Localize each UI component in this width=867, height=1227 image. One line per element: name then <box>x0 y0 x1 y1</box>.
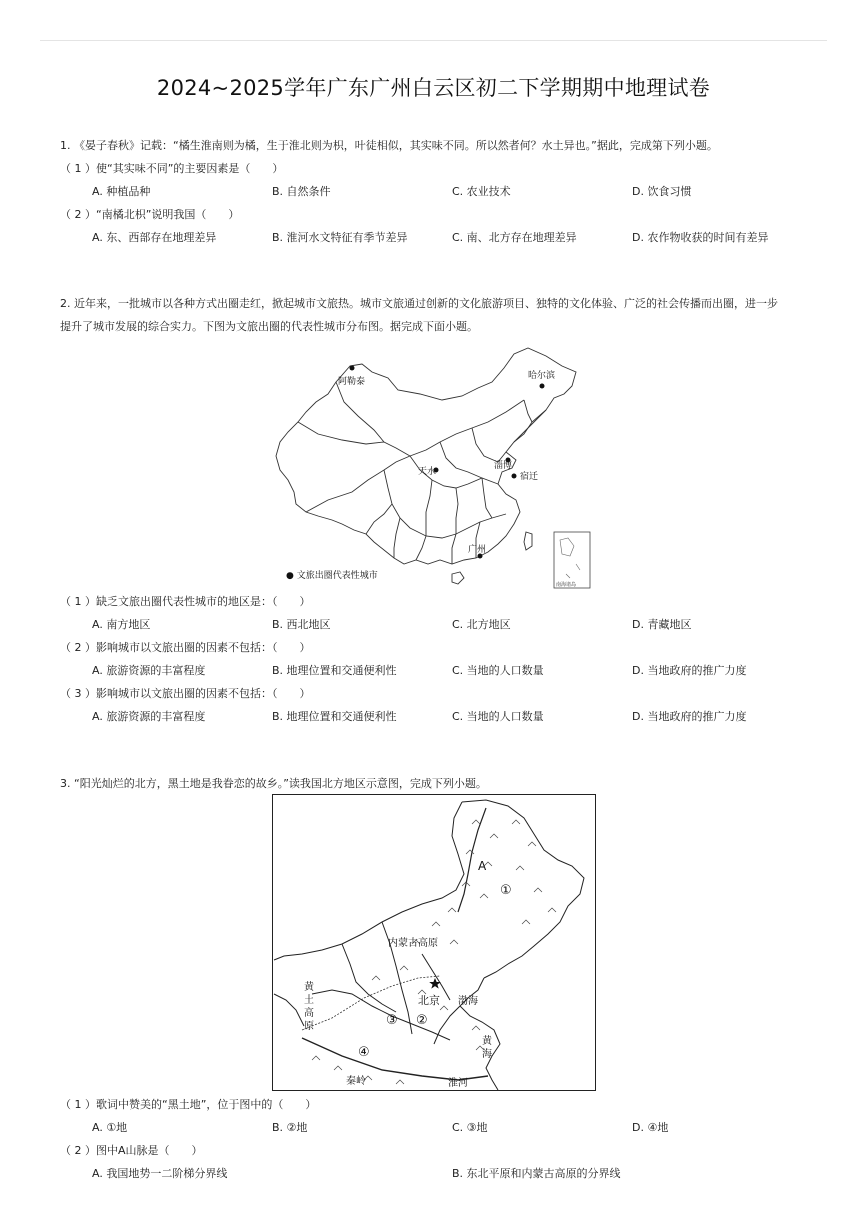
city-label-guangzhou: 广州 <box>468 545 487 555</box>
city-label-altay: 阿勒泰 <box>338 377 366 387</box>
q1-sub1-option-a[interactable]: A. 种植品种 <box>92 185 151 198</box>
label-beijing: 北京 <box>418 994 440 1007</box>
q3-sub1-option-a[interactable]: A. ①地 <box>92 1121 128 1134</box>
label-circle-1: ① <box>500 883 512 898</box>
city-label-suqian: 宿迁 <box>520 472 539 482</box>
china-city-map <box>270 338 600 590</box>
label-bohai: 渤海 <box>458 996 478 1007</box>
q1-stem: 1. 《晏子春秋》记载：“橘生淮南则为橘，生于淮北则为枳，叶徒相似，其实味不同。所以然者何？水土异也。”据此，完成第下列小题。 <box>60 139 718 152</box>
label-huaihe: 淮河 <box>448 1078 468 1089</box>
q2-sub2-option-b[interactable]: B. 地理位置和交通便利性 <box>272 664 397 677</box>
city-label-tianshui: 天水 <box>418 467 437 477</box>
exam-title: 2024~2025学年广东广州白云区初二下学期期中地理试卷 <box>156 76 711 100</box>
q1-sub1-option-b[interactable]: B. 自然条件 <box>272 185 331 198</box>
q3-sub2-option-b[interactable]: B. 东北平原和内蒙古高原的分界线 <box>452 1167 621 1180</box>
label-circle-4: ④ <box>358 1045 370 1060</box>
q2-stem-line2: 提升了城市发展的综合实力。下图为文旅出圈的代表性城市分布图。据完成下面小题。 <box>60 320 478 333</box>
label-loess-plateau: 黄土高原 <box>304 982 314 1032</box>
south-china-sea-inset <box>554 532 590 588</box>
q3-sub1-option-c[interactable]: C. ③地 <box>452 1121 488 1134</box>
q2-sub1-option-c[interactable]: C. 北方地区 <box>452 618 511 631</box>
label-circle-2: ② <box>416 1013 428 1028</box>
q2-sub3-option-b[interactable]: B. 地理位置和交通便利性 <box>272 710 397 723</box>
q1-sub2-option-a[interactable]: A. 东、西部存在地理差异 <box>92 231 217 244</box>
city-dot-altay <box>350 366 355 371</box>
q2-sub3-option-c[interactable]: C. 当地的人口数量 <box>452 710 544 723</box>
label-a: A <box>478 859 487 873</box>
q2-sub1-option-a[interactable]: A. 南方地区 <box>92 618 151 631</box>
q1-sub1-option-d[interactable]: D. 饮食习惯 <box>632 185 692 198</box>
q2-sub3-stem: （ 3 ）影响城市以文旅出圈的因素不包括：（ ） <box>60 687 311 700</box>
q2-sub3-option-a[interactable]: A. 旅游资源的丰富程度 <box>92 710 206 723</box>
q1-sub2-option-d[interactable]: D. 农作物收获的时间有差异 <box>632 231 769 244</box>
q2-sub2-option-d[interactable]: D. 当地政府的推广力度 <box>632 664 747 677</box>
city-label-harbin: 哈尔滨 <box>528 371 556 381</box>
q3-sub1-option-b[interactable]: B. ②地 <box>272 1121 308 1134</box>
q2-sub2-option-a[interactable]: A. 旅游资源的丰富程度 <box>92 664 206 677</box>
label-circle-3: ③ <box>386 1013 398 1028</box>
q1-sub1-stem: （ 1 ）使“其实味不同”的主要因素是（ ） <box>60 162 284 175</box>
q3-sub1-stem: （ 1 ）歌词中赞美的“黑土地”，位于图中的（ ） <box>60 1098 317 1111</box>
q2-sub3-option-d[interactable]: D. 当地政府的推广力度 <box>632 710 747 723</box>
map-legend: ● 文旅出圈代表性城市 <box>286 571 378 581</box>
q3-sub1-option-d[interactable]: D. ④地 <box>632 1121 669 1134</box>
q2-sub1-stem: （ 1 ）缺乏文旅出圈代表性城市的地区是：（ ） <box>60 595 311 608</box>
q1-sub2-option-b[interactable]: B. 淮河水文特征有季节差异 <box>272 231 408 244</box>
q2-sub2-option-c[interactable]: C. 当地的人口数量 <box>452 664 544 677</box>
label-inner-mongolia: 内蒙古高原 <box>388 938 438 949</box>
city-label-zibo: 淄博 <box>494 461 513 471</box>
label-qinling: 秦岭 <box>346 1076 366 1087</box>
inset-label: 南海诸岛 <box>556 582 577 588</box>
q1-sub2-option-c[interactable]: C. 南、北方存在地理差异 <box>452 231 577 244</box>
q3-stem: 3. “阳光灿烂的北方，黑土地是我眷恋的故乡。”读我国北方地区示意图，完成下列小题。 <box>60 777 487 790</box>
q1-sub2-stem: （ 2 ）“南橘北枳”说明我国（ ） <box>60 208 240 221</box>
q2-sub2-stem: （ 2 ）影响城市以文旅出圈的因素不包括：（ ） <box>60 641 311 654</box>
city-dot-harbin <box>540 384 545 389</box>
q2-sub1-option-d[interactable]: D. 青藏地区 <box>632 618 692 631</box>
q1-sub1-option-c[interactable]: C. 农业技术 <box>452 185 511 198</box>
q3-sub2-option-a[interactable]: A. 我国地势一二阶梯分界线 <box>92 1167 228 1180</box>
q2-stem-line1: 2. 近年来，一批城市以各种方式出圈走红，掀起城市文旅热。城市文旅通过创新的文化旅游项目、独特的文化体验、广泛的社会传播而出圈，进一步 <box>60 297 778 310</box>
north-china-map <box>272 794 596 1091</box>
q2-sub1-option-b[interactable]: B. 西北地区 <box>272 618 331 631</box>
q3-sub2-stem: （ 2 ）图中A山脉是（ ） <box>60 1144 203 1157</box>
label-huanghai: 黄海 <box>482 1036 492 1060</box>
city-dot-suqian <box>512 474 517 479</box>
top-divider <box>40 40 827 41</box>
